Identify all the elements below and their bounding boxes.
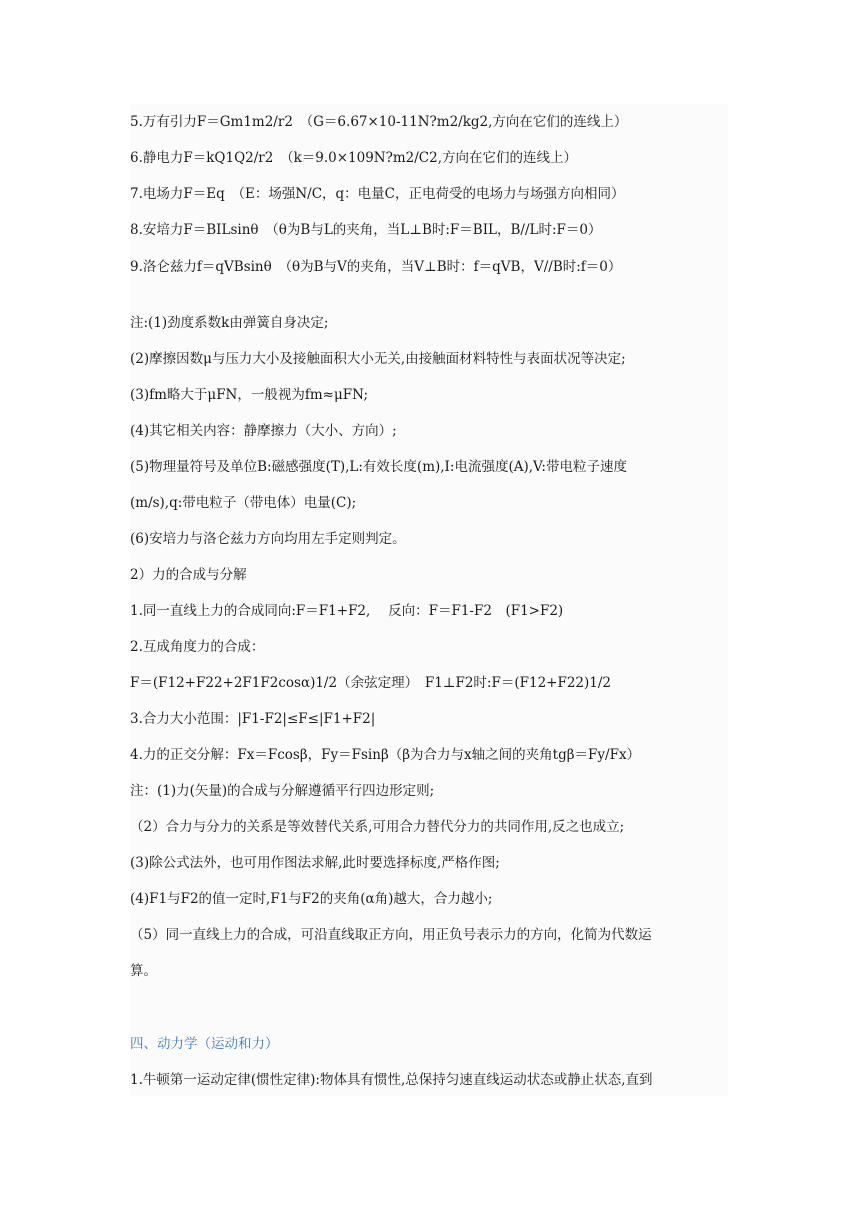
formula-lorentz-force: 9.洛仑兹力f＝qVBsinθ （θ为B与V的夹角，当V⊥B时：f＝qVB，V//B时:f＝0） — [130, 259, 622, 275]
note-line: (6)安培力与洛仑兹力方向均用左手定则判定。 — [130, 531, 406, 547]
text-line: 1.牛顿第一运动定律(惯性定律):物体具有惯性,总保持匀速直线运动状态或静止状态,直到 — [130, 1072, 653, 1088]
formula-electric-field-force: 7.电场力F＝Eq （E：场强N/C，q：电量C，正电荷受的电场力与场强方向相同） — [130, 186, 625, 202]
note-line: 注:(1)劲度系数k由弹簧自身决定; — [130, 315, 329, 331]
text-line: （5）同一直线上力的合成，可沿直线取正方向，用正负号表示力的方向，化简为代数运 — [130, 927, 652, 943]
text-line: 算。 — [130, 963, 157, 979]
text-line: （2）合力与分力的关系是等效替代关系,可用合力替代分力的共同作用,反之也成立; — [130, 819, 625, 835]
text-line: 注：(1)力(矢量)的合成与分解遵循平行四边形定则; — [130, 783, 435, 799]
section-heading: 四、动力学（运动和力） — [130, 1036, 279, 1052]
text-line: (3)除公式法外，也可用作图法求解,此时要选择标度,严格作图; — [130, 855, 500, 871]
formula-electrostatic: 6.静电力F＝kQ1Q2/r2 （k＝9.0×109N?m2/C2,方向在它们的连线上） — [130, 150, 578, 166]
note-line: (2)摩擦因数μ与压力大小及接触面积大小无关,由接触面材料特性与表面状况等决定; — [130, 351, 626, 367]
text-line: 4.力的正交分解：Fx＝Fcosβ，Fy＝Fsinβ（β为合力与x轴之间的夹角tgβ＝Fy/Fx） — [130, 747, 641, 763]
text-line: 3.合力大小范围：|F1-F2|≤F≤|F1+F2| — [130, 711, 376, 727]
note-line: (m/s),q:带电粒子（带电体）电量(C); — [130, 495, 357, 511]
text-line: F＝(F12+F22+2F1F2cosα)1/2（余弦定理） F1⊥F2时:F＝(F12+F22)1/2 — [130, 675, 612, 691]
text-line: 1.同一直线上力的合成同向:F＝F1+F2, 反向：F＝F1-F2 (F1>F2) — [130, 603, 564, 619]
note-line: (5)物理量符号及单位B:磁感强度(T),L:有效长度(m),I:电流强度(A),V:带电粒子速度 — [130, 459, 627, 475]
formula-ampere-force: 8.安培力F＝BILsinθ （θ为B与L的夹角，当L⊥B时:F＝BIL，B//L时:F＝0） — [130, 222, 602, 238]
formula-gravitation: 5.万有引力F＝Gm1m2/r2 （G＝6.67×10-11N?m2/kg2,方向在它们的连线上） — [130, 114, 628, 130]
note-line: (3)fm略大于μFN，一般视为fm≈μFN; — [130, 387, 369, 403]
document-content-block — [130, 104, 728, 1096]
section-title: 2）力的合成与分解 — [130, 567, 247, 583]
note-line: (4)其它相关内容：静摩擦力（大小、方向）; — [130, 423, 397, 439]
text-line: (4)F1与F2的值一定时,F1与F2的夹角(α角)越大，合力越小; — [130, 891, 493, 907]
text-line: 2.互成角度力的合成： — [130, 639, 265, 655]
